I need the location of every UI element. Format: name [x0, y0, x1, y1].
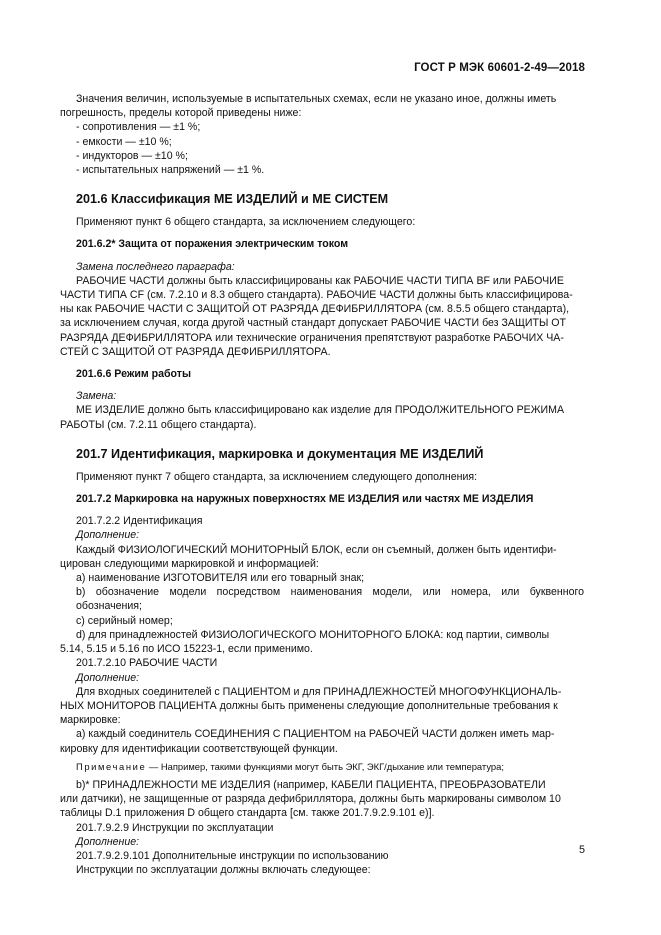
- list-item: a) наименование ИЗГОТОВИТЕЛЯ или его товарный знак;: [76, 572, 365, 585]
- paragraph-line: цирован следующими маркировкой и информацией:: [60, 557, 319, 570]
- subsection-heading-201-6-2: 201.6.2* Защита от поражения электрическим током: [76, 238, 349, 251]
- list-item-continuation: или датчики), не защищенные от разряда дефибриллятора, должны быть маркированы символом 10: [60, 793, 561, 806]
- list-item-continuation: 5.14, 5.15 и 5.16 по ИСО 15223-1, если применимо.: [60, 643, 313, 656]
- section-text: Применяют пункт 6 общего стандарта, за исключением следующего:: [76, 216, 416, 229]
- tolerance-item: - индукторов — ±10 %;: [76, 149, 188, 162]
- note-label: Примечание: [76, 760, 147, 772]
- replacement-label: Замена последнего параграфа:: [76, 260, 235, 273]
- tolerance-item: - сопротивления — ±1 %;: [76, 121, 201, 134]
- paragraph-line: РАЗРЯДА ДЕФИБРИЛЛЯТОРА или технические ограничения препятствуют разработке РАБОЧИХ ЧА-: [60, 331, 564, 344]
- list-item: a) каждый соединитель СОЕДИНЕНИЯ С ПАЦИЕНТОМ на РАБОЧЕЙ ЧАСТИ должен иметь мар-: [76, 728, 555, 741]
- tolerance-item: - испытательных напряжений — ±1 %.: [76, 164, 265, 177]
- list-item: b)* ПРИНАДЛЕЖНОСТИ МЕ ИЗДЕЛИЯ (например, КАБЕЛИ ПАЦИЕНТА, ПРЕОБРАЗОВАТЕЛИ: [76, 778, 546, 791]
- paragraph-line: Инструкции по эксплуатации должны включать следующее:: [76, 864, 371, 877]
- addition-label: Дополнение:: [76, 529, 140, 542]
- clause-title: 201.7.2.10 РАБОЧИЕ ЧАСТИ: [76, 657, 218, 670]
- addition-label: Дополнение:: [76, 671, 140, 684]
- note: [60, 760, 584, 774]
- paragraph-line: маркировке:: [60, 714, 121, 727]
- subsection-heading-201-6-6: 201.6.6 Режим работы: [76, 368, 191, 381]
- list-item-continuation: таблицы D.1 приложения D общего стандарта [см. также 201.7.9.2.9.101 e)].: [60, 807, 435, 820]
- paragraph-line: РАБОТЫ (см. 7.2.11 общего стандарта).: [60, 418, 257, 431]
- intro-paragraph-line: Значения величин, используемые в испытательных схемах, если не указано иное, должны иметь: [76, 93, 557, 105]
- note-text: — Например, такими функциями могут быть ЭКГ, ЭКГ/дыхание или температура;: [146, 760, 504, 772]
- page-number: 5: [578, 844, 585, 856]
- paragraph-line: ЧАСТИ ТИПА CF (см. 7.2.10 и 8.3 общего стандарта). РАБОЧИЕ ЧАСТИ должны быть классифицирова-: [60, 289, 573, 302]
- list-item: d) для принадлежностей ФИЗИОЛОГИЧЕСКОГО МОНИТОРНОГО БЛОКА: код партии, символы: [76, 628, 550, 641]
- paragraph-line: РАБОЧИЕ ЧАСТИ должны быть классифицированы как РАБОЧИЕ ЧАСТИ ТИПА BF или РАБОЧИЕ: [76, 274, 564, 287]
- paragraph-line: Для входных соединителей с ПАЦИЕНТОМ и для ПРИНАДЛЕЖНОСТЕЙ МНОГОФУНКЦИОНАЛЬ-: [76, 685, 562, 698]
- standard-header: ГОСТ Р МЭК 60601-2-49—2018: [414, 62, 585, 74]
- paragraph-line: ны как РАБОЧИЕ ЧАСТИ С ЗАЩИТОЙ ОТ РАЗРЯДА ДЕФИБРИЛЛЯТОРА (см. 8.5.5 общего стандарта),: [60, 303, 570, 316]
- replacement-label: Замена:: [76, 390, 117, 403]
- tolerance-item: - емкости — ±10 %;: [76, 135, 172, 148]
- paragraph-line: НЫХ МОНИТОРОВ ПАЦИЕНТА должны быть применены следующие дополнительные требования к: [60, 699, 558, 712]
- intro-paragraph-line: погрешность, пределы которой приведены ниже:: [60, 107, 302, 120]
- list-item: b) обозначение модели посредством наименования модели, или номера, или буквенного обозначения;: [76, 586, 584, 613]
- section-heading-201-7: 201.7 Идентификация, маркировка и документация МЕ ИЗДЕЛИЙ: [76, 446, 484, 461]
- list-item: c) серийный номер;: [76, 614, 173, 627]
- list-item-continuation: кировку для идентификации соответствующей функции.: [60, 742, 338, 755]
- paragraph-line: СТЕЙ С ЗАЩИТОЙ ОТ РАЗРЯДА ДЕФИБРИЛЛЯТОРА.: [60, 345, 331, 358]
- section-heading-201-6: 201.6 Классификация МЕ ИЗДЕЛИЙ и МЕ СИСТЕМ: [76, 192, 389, 207]
- clause-title: 201.7.9.2.9.101 Дополнительные инструкции по использованию: [76, 849, 389, 862]
- section-text: Применяют пункт 7 общего стандарта, за исключением следующего дополнения:: [76, 470, 478, 483]
- page-body: [60, 92, 584, 877]
- subsection-heading-201-7-2: 201.7.2 Маркировка на наружных поверхностях МЕ ИЗДЕЛИЯ или частях МЕ ИЗДЕЛИЯ: [76, 493, 534, 506]
- paragraph-line: Каждый ФИЗИОЛОГИЧЕСКИЙ МОНИТОРНЫЙ БЛОК, если он съемный, должен быть идентифи-: [76, 543, 557, 556]
- paragraph-line: МЕ ИЗДЕЛИЕ должно быть классифицировано как изделие для ПРОДОЛЖИТЕЛЬНОГО РЕЖИМА: [76, 404, 565, 417]
- clause-title: 201.7.2.2 Идентификация: [76, 515, 203, 528]
- paragraph-line: за исключением случая, когда другой частный стандарт допускает РАБОЧИЕ ЧАСТИ без ЗАЩИТЫ ОТ: [60, 317, 566, 330]
- clause-title: 201.7.9.2.9 Инструкции по эксплуатации: [76, 821, 274, 834]
- addition-label: Дополнение:: [76, 835, 140, 848]
